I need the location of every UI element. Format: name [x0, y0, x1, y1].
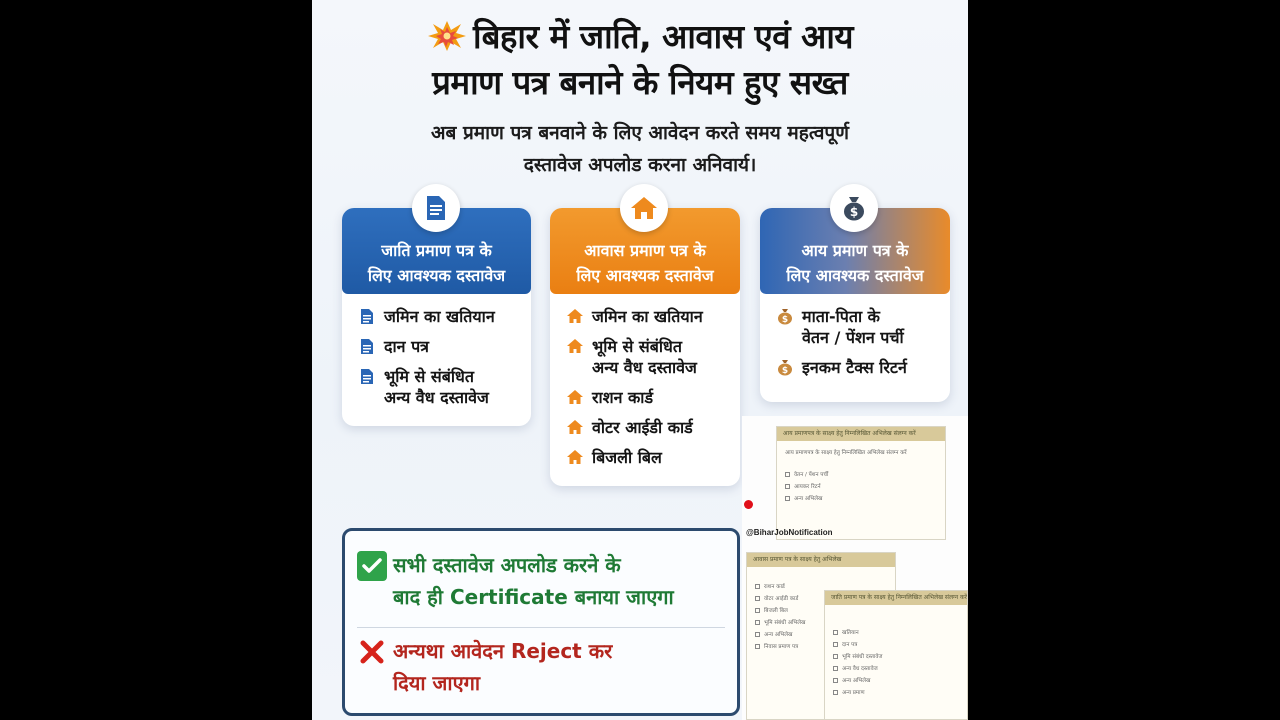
title-line-2: प्रमाण पत्र बनाने के नियम हुए सख्त — [432, 63, 848, 102]
svg-text:$: $ — [781, 366, 789, 376]
form-option-label: वेतन / पेंशन पर्ची — [794, 472, 829, 478]
document-icon — [360, 368, 374, 385]
form-header: आय प्रमाणपत्र के साक्ष्य हेतु निम्नलिखित अभिलेख संलग्न करें — [777, 427, 945, 441]
money-bag-icon — [776, 358, 794, 376]
form-option — [825, 627, 967, 639]
subtitle — [332, 117, 948, 181]
caste-card-badge — [412, 184, 460, 232]
title-line-1 — [312, 14, 968, 60]
poster — [312, 0, 968, 720]
success-message — [357, 549, 727, 613]
income-form-screenshot — [776, 426, 946, 540]
warning-message-text: अन्यथा आवेदन Reject कर दिया जाएगा — [393, 639, 613, 695]
svg-text:$: $ — [781, 315, 789, 325]
list-item — [356, 306, 523, 327]
list-item — [774, 306, 942, 348]
form-option-label: अन्य अभिलेख — [842, 678, 871, 684]
income-certificate-card — [760, 208, 950, 402]
list-item — [356, 336, 523, 357]
list-item — [774, 357, 942, 378]
divider — [357, 627, 725, 628]
form-option-label: राशन कार्ड — [764, 584, 785, 590]
form-option — [777, 469, 945, 481]
caste-card-heading-line-1: जाति प्रमाण पत्र के — [381, 241, 492, 260]
residence-card-heading-line-1: आवास प्रमाण पत्र के — [584, 241, 706, 260]
subtitle-line-1: अब प्रमाण पत्र बनवाने के लिए आवेदन करते समय महत्वपूर्ण — [431, 122, 849, 144]
house-icon — [566, 308, 584, 324]
house-icon — [566, 419, 584, 435]
success-message-text: सभी दस्तावेज अपलोड करने के बाद ही Certificate बनाया जाएगा — [393, 553, 674, 609]
list-item-label: भूमि से संबंधित अन्य वैध दस्तावेज — [384, 367, 489, 407]
form-option-label: आयकर रिटर्न — [794, 484, 821, 490]
income-card-heading-line-2: लिए आवश्यक दस्तावेज — [786, 266, 924, 285]
house-icon — [630, 196, 658, 220]
money-bag-icon — [776, 307, 794, 325]
title-line-1-text: बिहार में जाति, आवास एवं आय — [473, 17, 853, 56]
form-option-label: वोटर आईडी कार्ड — [764, 596, 799, 602]
list-item — [356, 366, 523, 408]
form-option-label: भूमि संबंधी अभिलेख — [764, 620, 806, 626]
form-option-label: अन्य अभिलेख — [764, 632, 793, 638]
explosion-icon — [427, 20, 467, 52]
house-icon — [566, 389, 584, 405]
page-title — [312, 14, 968, 106]
list-item — [564, 306, 732, 327]
list-item-label: माता-पिता के वेतन / पेंशन पर्ची — [802, 307, 904, 347]
list-item-label: जमिन का खतियान — [384, 307, 495, 326]
form-option — [825, 675, 967, 687]
money-bag-icon — [840, 194, 868, 222]
form-option-label: दान पत्र — [842, 642, 858, 648]
red-dot-marker — [744, 500, 753, 509]
residence-certificate-card — [550, 208, 740, 486]
subtitle-line-2: दस्तावेज अपलोड करना अनिवार्य। — [523, 154, 757, 176]
income-card-list — [774, 306, 942, 387]
form-option — [825, 651, 967, 663]
list-item-label: जमिन का खतियान — [592, 307, 703, 326]
form-option-label: निवास प्रमाण पत्र — [764, 644, 799, 650]
list-item — [564, 417, 732, 438]
warning-message — [357, 635, 727, 699]
list-item-label: दान पत्र — [384, 337, 430, 356]
form-header: आवास प्रमाण पत्र के साक्ष्य हेतु अभिलेख — [747, 553, 895, 567]
list-item-label: वोटर आईडी कार्ड — [592, 418, 693, 437]
form-option-label: भूमि संबंधी दस्तावेज — [842, 654, 883, 660]
form-option-label: अन्य अभिलेख — [794, 496, 823, 502]
residence-card-list — [564, 306, 732, 477]
form-option — [825, 663, 967, 675]
document-icon — [360, 308, 374, 325]
residence-card-heading-line-2: लिए आवश्यक दस्तावेज — [576, 266, 714, 285]
notice-box — [342, 528, 740, 716]
income-card-heading-line-1: आय प्रमाण पत्र के — [801, 241, 909, 260]
form-option-label: अन्य वैध दस्तावेज — [842, 666, 878, 672]
income-card-badge — [830, 184, 878, 232]
caste-card-list — [356, 306, 523, 417]
residence-card-badge — [620, 184, 668, 232]
list-item — [564, 387, 732, 408]
svg-text:$: $ — [849, 205, 859, 219]
form-option-label: बिजली बिल — [764, 608, 788, 614]
list-item — [564, 336, 732, 378]
cross-icon — [357, 637, 387, 667]
form-prompt: आय प्रमाणपत्र के साक्ष्य हेतु निम्नलिखित अभिलेख संलग्न करें — [785, 450, 907, 456]
watermark: @BiharJobNotification — [746, 528, 833, 537]
form-option-label: खतियान — [842, 630, 859, 636]
house-icon — [566, 449, 584, 465]
list-item-label: राशन कार्ड — [592, 388, 654, 407]
document-icon — [425, 195, 447, 221]
form-header: जाति प्रमाण पत्र के साक्ष्य हेतु निम्नलिखित अभिलेख संलग्न करें — [825, 591, 967, 605]
form-option — [777, 493, 945, 505]
caste-certificate-card — [342, 208, 531, 426]
form-option-label: अन्य प्रमाण — [842, 690, 865, 696]
check-icon — [357, 551, 387, 581]
form-option — [825, 687, 967, 699]
house-icon — [566, 338, 584, 354]
list-item-label: इनकम टैक्स रिटर्न — [802, 358, 907, 377]
list-item-label: भूमि से संबंधित अन्य वैध दस्तावेज — [592, 337, 697, 377]
document-icon — [360, 338, 374, 355]
caste-form-screenshot — [824, 590, 968, 720]
form-option — [825, 639, 967, 651]
form-option — [777, 481, 945, 493]
list-item — [564, 447, 732, 468]
form-screenshots — [742, 416, 968, 720]
caste-card-heading-line-2: लिए आवश्यक दस्तावेज — [367, 266, 506, 285]
list-item-label: बिजली बिल — [592, 448, 662, 467]
